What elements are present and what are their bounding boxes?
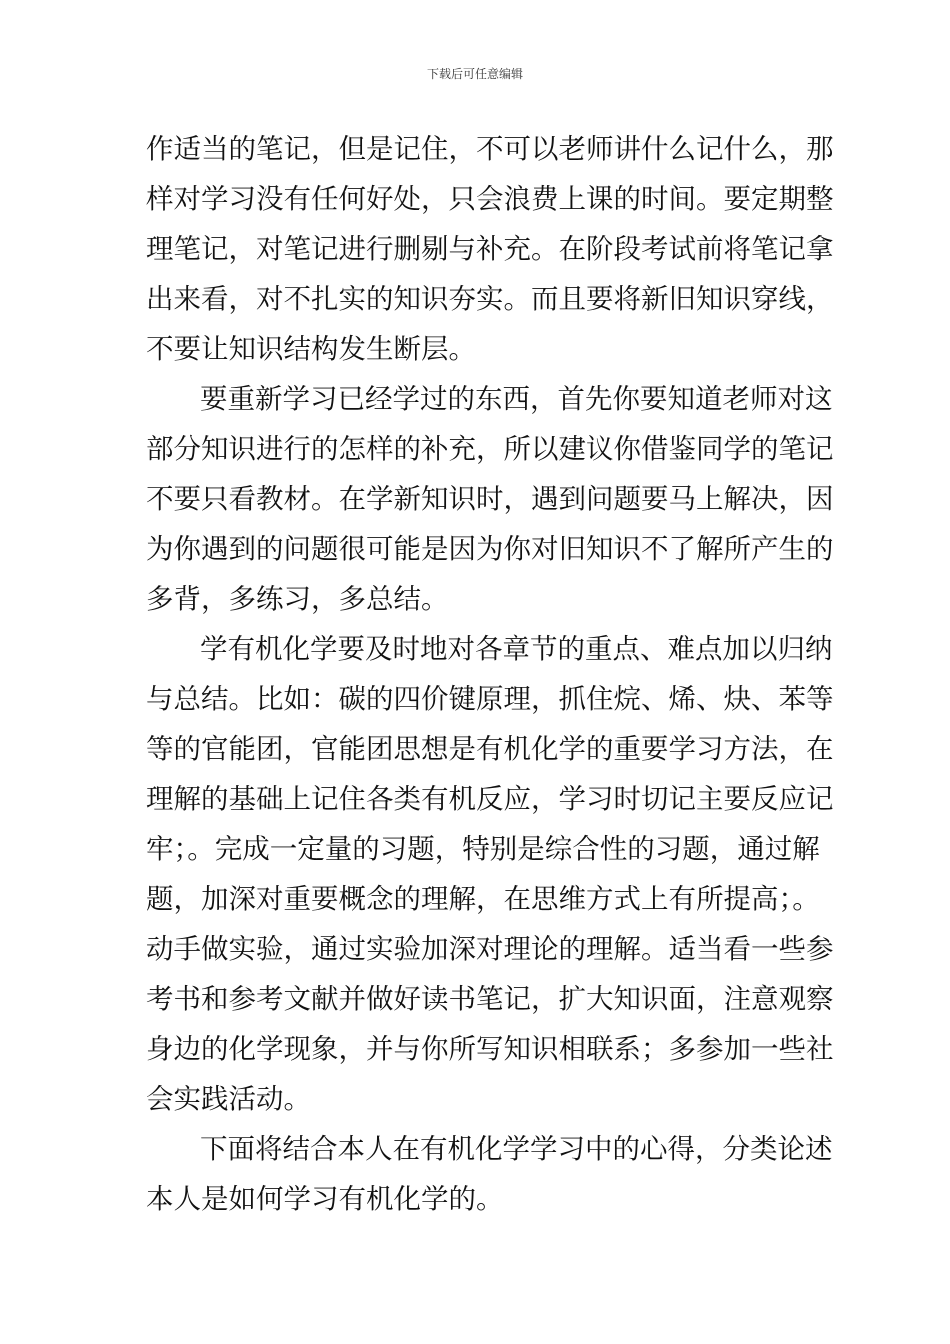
- text-line: 考书和参考文献并做好读书笔记，扩大知识面，注意观察: [146, 983, 834, 1015]
- text-line: 等的官能团，官能团思想是有机化学的重要学习方法，在: [146, 733, 834, 765]
- text-line: 牢；。完成一定量的习题，特别是综合性的习题，通过解: [146, 833, 820, 865]
- text-line: 部分知识进行的怎样的补充，所以建议你借鉴同学的笔记: [146, 433, 834, 465]
- text-line: 动手做实验，通过实验加深对理论的理解。适当看一些参: [146, 933, 834, 965]
- page-header: 下载后可任意编辑: [426, 67, 523, 81]
- paragraph-start-line: 下面将结合本人在有机化学学习中的心得，分类论述: [200, 1133, 833, 1165]
- paragraph-start-line: 要重新学习已经学过的东西，首先你要知道老师对这: [200, 383, 833, 415]
- text-line: 身边的化学现象，并与你所写知识相联系；多参加一些社: [146, 1033, 834, 1065]
- text-line: 本人是如何学习有机化学的。: [146, 1183, 504, 1215]
- paragraph-start-line: 学有机化学要及时地对各章节的重点、难点加以归纳: [200, 633, 833, 665]
- text-line: 为你遇到的问题很可能是因为你对旧知识不了解所产生的: [146, 533, 834, 565]
- text-line: 题，加深对重要概念的理解，在思维方式上有所提高；。: [146, 883, 820, 915]
- text-line: 不要只看教材。在学新知识时，遇到问题要马上解决，因: [146, 483, 834, 515]
- text-line: 会实践活动。: [146, 1083, 311, 1115]
- text-line: 出来看，对不扎实的知识夯实。而且要将新旧知识穿线，: [146, 283, 834, 315]
- text-line: 多背，多练习，多总结。: [146, 583, 449, 615]
- text-line: 理笔记，对笔记进行删剔与补充。在阶段考试前将笔记拿: [146, 233, 834, 265]
- text-line: 作适当的笔记，但是记住，不可以老师讲什么记什么，那: [146, 133, 834, 165]
- text-line: 与总结。比如：碳的四价键原理，抓住烷、烯、炔、苯等: [146, 683, 834, 715]
- text-line: 样对学习没有任何好处，只会浪费上课的时间。要定期整: [146, 183, 834, 215]
- text-line: 不要让知识结构发生断层。: [146, 333, 476, 365]
- text-line: 理解的基础上记住各类有机反应，学习时切记主要反应记: [146, 783, 834, 815]
